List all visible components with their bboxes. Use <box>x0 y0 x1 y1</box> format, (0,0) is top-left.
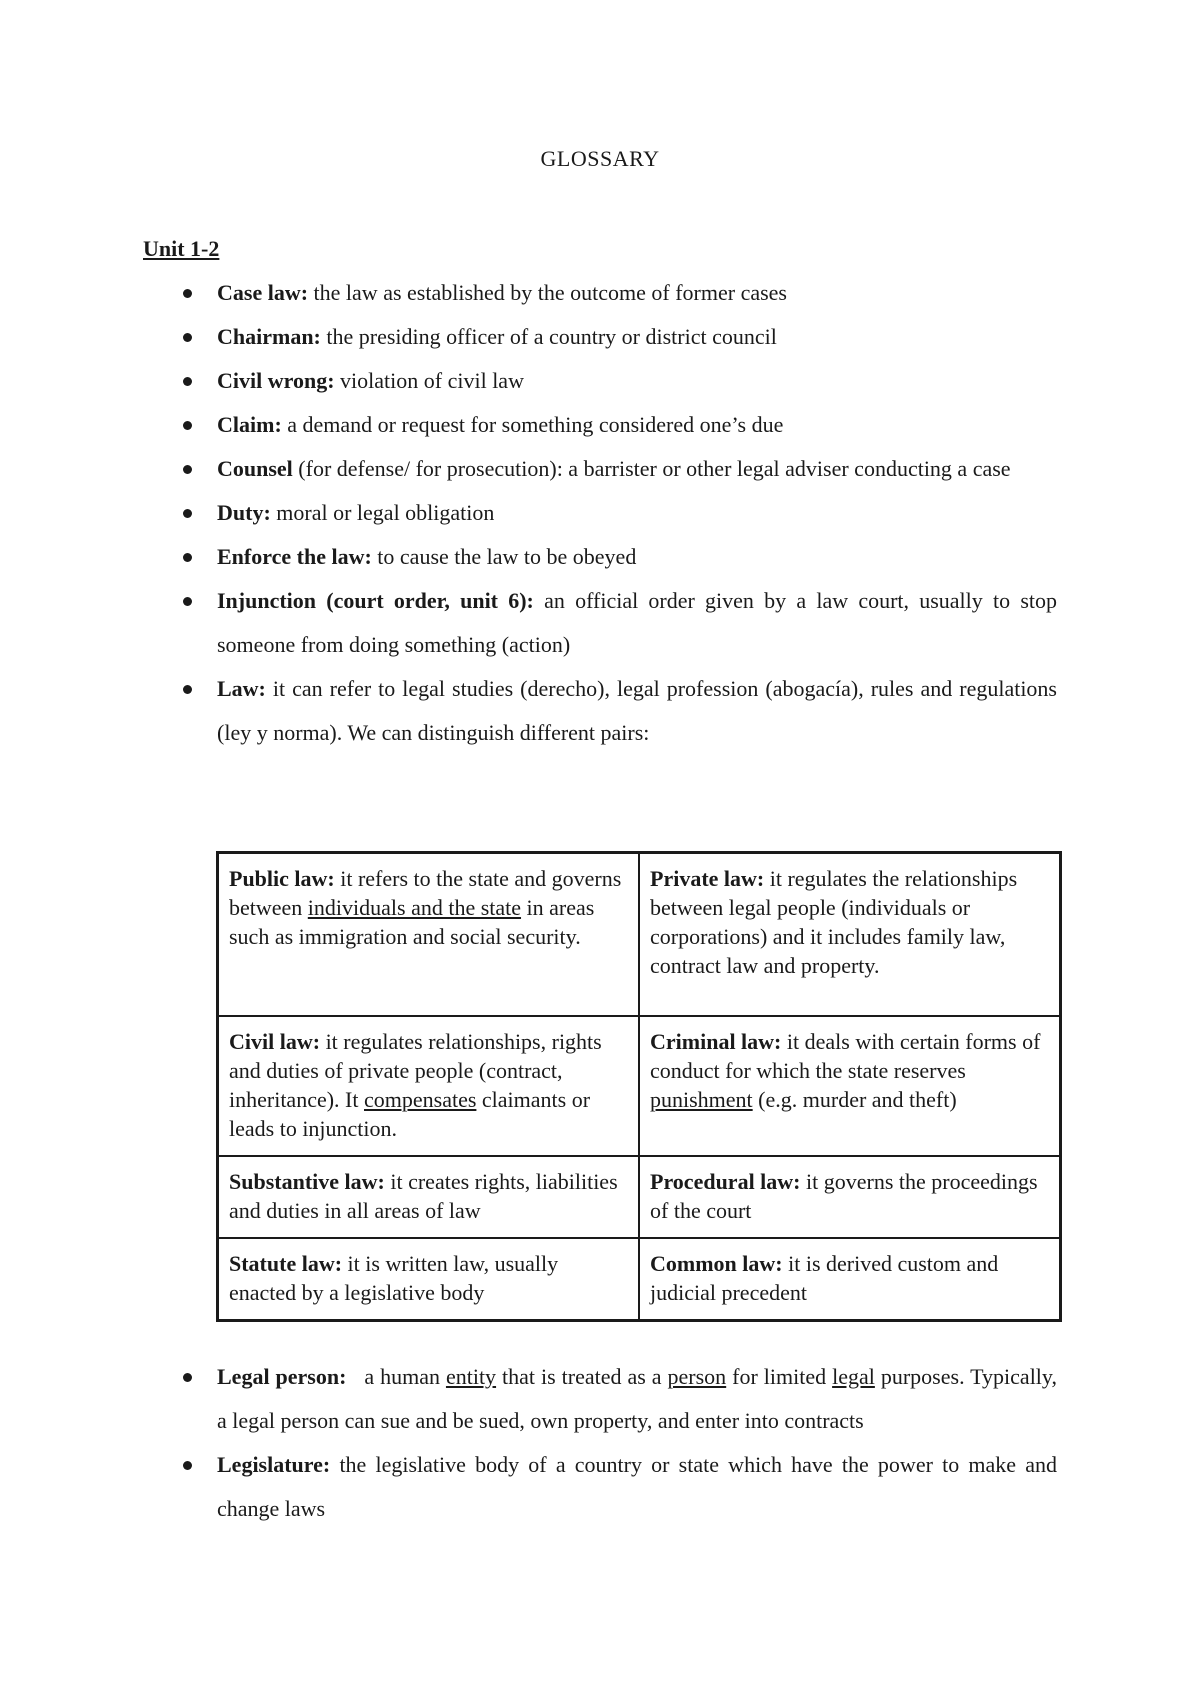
entry-definition: the legislative body of a country or state which have the power to make and change laws <box>217 1452 1057 1521</box>
bullet-icon <box>183 597 192 606</box>
bullet-icon <box>183 1373 192 1382</box>
glossary-entry-civil-wrong <box>0 359 1057 403</box>
cell-definition: it is written law, usually enacted by a legislative body <box>229 1251 559 1305</box>
bullet-icon <box>183 465 192 474</box>
glossary-entry-duty <box>0 491 1057 535</box>
bullet-icon <box>183 685 192 694</box>
table-cell-procedural-law <box>639 1156 1061 1238</box>
table-row <box>218 1016 1061 1156</box>
cell-definition: it regulates relationships, rights and duties of private people (contract, inheritance). It <box>229 1029 602 1112</box>
document-title: GLOSSARY <box>540 146 660 171</box>
cell-term: Civil law: <box>229 1029 321 1054</box>
glossary-list-continued <box>0 1355 1200 1531</box>
cell-definition: it deals with certain forms of conduct for which the state reserves <box>650 1029 1041 1083</box>
table-row <box>218 1156 1061 1238</box>
entry-term: Civil wrong: <box>217 368 335 393</box>
entry-definition: it can refer to legal studies (derecho), legal profession (abogacía), rules and regulations (ley y norma). We can distinguish different pairs: <box>217 676 1057 745</box>
entry-term: Legislature: <box>217 1452 331 1477</box>
bullet-icon <box>183 553 192 562</box>
entry-definition: the law as established by the outcome of former cases <box>308 280 787 305</box>
cell-definition: in areas such as immigration and social security. <box>229 895 595 949</box>
bullet-icon <box>183 289 192 298</box>
entry-underlined-text: entity <box>445 1364 497 1389</box>
table-cell-private-law <box>639 853 1061 1017</box>
table-cell-public-law <box>218 853 640 1017</box>
entry-term: Injunction (court order, unit 6): <box>217 588 534 613</box>
glossary-entry-chairman <box>0 315 1057 359</box>
law-pairs-table <box>216 851 1062 1322</box>
glossary-entry-claim <box>0 403 1057 447</box>
bullet-icon <box>183 333 192 342</box>
cell-definition: it creates rights, liabilities and duties in all areas of law <box>229 1169 618 1223</box>
entry-definition: purposes. Typically, a legal person can sue and be sued, own property, and enter into contracts <box>217 1364 1057 1433</box>
entry-term: Chairman: <box>217 324 321 349</box>
cell-definition: it governs the proceedings of the court <box>650 1169 1038 1223</box>
bullet-icon <box>183 509 192 518</box>
cell-term: Public law: <box>229 866 335 891</box>
glossary-entry-counsel <box>0 447 1057 491</box>
entry-definition: to cause the law to be obeyed <box>371 544 637 569</box>
bullet-icon <box>183 1461 192 1470</box>
cell-term: Substantive law: <box>229 1169 385 1194</box>
glossary-list <box>0 271 1200 755</box>
entry-term: Claim: <box>217 412 282 437</box>
cell-definition: it regulates the relationships between legal people (individuals or corporations) and it includes family law, contract law and property. <box>650 866 1018 978</box>
entry-definition: that is treated as a <box>496 1364 668 1389</box>
bullet-icon <box>183 377 192 386</box>
entry-term: Enforce the law: <box>217 544 372 569</box>
entry-definition: (for defense/ for prosecution): a barrister or other legal adviser conducting a case <box>292 456 1011 481</box>
glossary-entry-legal-person <box>0 1355 1057 1443</box>
table-row <box>218 1238 1061 1321</box>
table-row <box>218 853 1061 1017</box>
cell-underlined-text: individuals and the state <box>307 895 522 920</box>
table-cell-statute-law <box>218 1238 640 1321</box>
entry-term: Duty: <box>217 500 271 525</box>
cell-term: Statute law: <box>229 1251 343 1276</box>
entry-definition: an official order given by a law court, usually to stop someone from doing something (action) <box>217 588 1058 657</box>
glossary-entry-enforce-the-law <box>0 535 1057 579</box>
bullet-icon <box>183 421 192 430</box>
entry-term: Law: <box>217 676 266 701</box>
cell-term: Private law: <box>650 866 765 891</box>
table-cell-criminal-law <box>639 1016 1061 1156</box>
cell-underlined-text: compensates <box>364 1087 477 1112</box>
entry-term: Counsel <box>217 456 293 481</box>
cell-term: Procedural law: <box>650 1169 801 1194</box>
table-cell-substantive-law <box>218 1156 640 1238</box>
cell-term: Criminal law: <box>650 1029 782 1054</box>
entry-term: Case law: <box>217 280 309 305</box>
entry-definition: moral or legal obligation <box>270 500 495 525</box>
entry-term: Legal person: <box>217 1364 347 1389</box>
glossary-entry-case-law <box>0 271 1057 315</box>
cell-definition: claimants or leads to injunction. <box>229 1087 591 1141</box>
entry-definition: a demand or request for something considered one’s due <box>281 412 784 437</box>
unit-heading: Unit 1-2 <box>143 236 220 261</box>
cell-term: Common law: <box>650 1251 783 1276</box>
entry-definition: violation of civil law <box>334 368 524 393</box>
glossary-entry-legislature <box>0 1443 1057 1531</box>
cell-definition: it refers to the state and governs between <box>229 866 622 920</box>
entry-underlined-text: legal <box>832 1364 875 1389</box>
table-cell-civil-law <box>218 1016 640 1156</box>
glossary-entry-law <box>0 667 1057 755</box>
entry-underlined-text: person <box>667 1364 727 1389</box>
cell-definition: (e.g. murder and theft) <box>752 1087 957 1112</box>
glossary-entry-injunction <box>0 579 1057 667</box>
cell-definition: it is derived custom and judicial precedent <box>650 1251 999 1305</box>
entry-definition: a human <box>346 1364 446 1389</box>
table-cell-common-law <box>639 1238 1061 1321</box>
cell-underlined-text: punishment <box>650 1087 753 1112</box>
entry-definition: the presiding officer of a country or district council <box>320 324 777 349</box>
entry-definition: for limited <box>726 1364 833 1389</box>
